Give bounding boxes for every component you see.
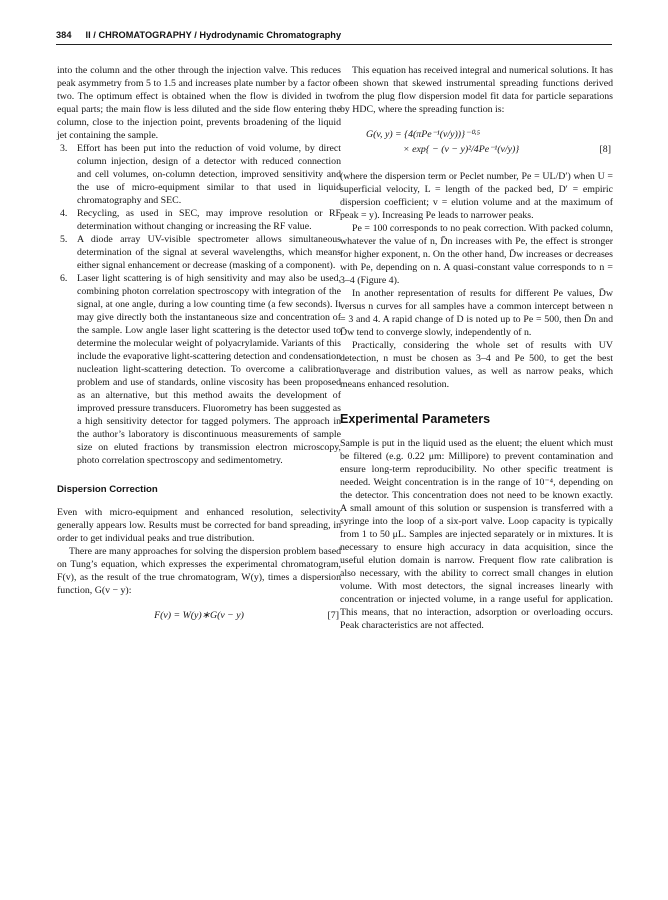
right-paragraph-2: (where the dispersion term or Peclet number, Pe = UL/D′) when U = superficial velocity, L = length of the packed bed, D′ = empiric dispersion coefficient; v = elution volume and at the maximum of peak = y). Increasing Pe leads to narrower peaks. — [340, 171, 613, 221]
right-paragraph-1: This equation has received integral and numerical solutions. It has been shown that skewed instrumental spreading functions derived from the plug flow dispersion model fit data for particle separations by HDC, where the spreading function is: — [340, 65, 613, 115]
dispersion-correction-heading: Dispersion Correction — [57, 484, 158, 495]
numbered-list — [57, 142, 341, 467]
list-number: 3. — [60, 143, 68, 154]
equation-7-number: [7] — [327, 610, 339, 621]
list-number: 6. — [60, 273, 68, 284]
list-item — [57, 272, 341, 467]
right-paragraph-6: Sample is put in the liquid used as the eluent; the eluent which must be filtered (e.g. 0.22 μm: Millipore) to prevent contamination and ensure long-term reproducibility. No other specific treatment is needed. Weight concentration is in the range of 10⁻⁴, depending on the detector. This concentration does not need to be known exactly. A small amount of this solution or suspension is transferred with a syringe into the loop of a six-port valve. Loop capacity is typically from 1 to 50 μL. Samples are injected separately or in mixtures. It is necessary to ensure high accuracy in data acquisition, since the useful elution domain is narrow. Frequent flow rate calibration is also necessary, with the ability to correct small changes in elution volume. With most detectors, the signal increases linearly with concentration or injected volume, in a range useful for application. This means, that no interaction, adsorption or overloading occurs. Peak characteristics are not affected. — [340, 438, 613, 631]
equation-8-line-1: G(v, y) = {4(πPe⁻¹(v/y))}⁻⁰·⁵ — [366, 129, 481, 140]
list-text: Effort has been put into the reduction of void volume, by direct column injection, design of a detector with reduced connection and cell volumes, on-column detection, improved sensitivity and the use of micro-equipment similar to that used in liquid chromatography and SEC. — [77, 143, 341, 206]
page-number: 384 — [56, 30, 72, 40]
list-text: A diode array UV-visible spectrometer allows simultaneous determination of the signal at several wavelengths, which means either signal enhancement or decrease (masking of a component). — [77, 234, 341, 271]
equation-8 — [340, 128, 613, 156]
right-paragraph-4: In another representation of results for different Pe values, D̄w versus n curves for all samples have a common intercept between n = 3 and 4. A rapid change of D is noted up to Pe = 500, then D̄n and D̄w tend to converge slowly, independently of n. — [340, 288, 613, 338]
list-item — [57, 233, 341, 272]
list-text: Recycling, as used in SEC, may improve resolution or RF determination without changing or increasing the RF value. — [77, 208, 341, 232]
intro-paragraph: into the column and the other through the injection valve. This reduces peak asymmetry from 5 to 1.5 and increases plate number by a factor of two. The optimum effect is obtained when the flow is divided in two equal parts; the main flow is less diluted and the side flow entering the column, close to the injection point, prevents broadening of the liquid jet containing the sample. — [57, 65, 341, 141]
list-number: 4. — [60, 208, 68, 219]
equation-7-body: F(v) = W(y)∗G(v − y) — [154, 610, 244, 621]
list-number: 5. — [60, 234, 68, 245]
equation-7 — [57, 609, 341, 622]
left-column — [57, 64, 341, 636]
dispersion-paragraph-2: There are many approaches for solving the dispersion problem based on Tung’s equation, which expresses the experimental chromatogram, F(v), as the result of the true chromatogram, W(y), times a dispersion function, G(v − y): — [57, 546, 341, 596]
header-rule — [56, 44, 612, 45]
running-title: II / CHROMATOGRAPHY / Hydrodynamic Chromatography — [85, 30, 342, 40]
list-item — [57, 142, 341, 207]
right-paragraph-3: Pe = 100 corresponds to no peak correction. With packed column, whatever the value of n, D̄n increases with Pe, the effect is stronger for higher exponent, n. On the other hand, D̄w increases or decreases with Pe, depending on n. A quasi-constant value corresponds to n = 3–4 (Figure 4). — [340, 223, 613, 286]
right-column — [340, 64, 613, 632]
equation-8-number: [8] — [599, 144, 611, 155]
experimental-parameters-heading: Experimental Parameters — [340, 412, 491, 426]
right-paragraph-5: Practically, considering the whole set of results with UV detection, n must be chosen as 3–4 and Pe 500, to get the best average and distribution values, as well as narrow peaks, which means enhanced resolution. — [340, 340, 613, 390]
list-text: Laser light scattering is of high sensitivity and may also be used, combining photon correlation spectroscopy with integration of the signal, at one angle, during a low counting time (a few seconds). It may give directly both the instantaneous size and concentration of the sample. Low angle laser light scattering is the detector used to determine the molecular weight of polyacrylamide. Variants of this include the evaporative light-scattering detection and condensation nucleation light-scattering detection. To overcome a calibration problem and use of standards, online viscosity has been proposed as an alternative, but this method awaits the development of improved pressure transducers. Fluorometry has been suggested as a high sensitivity detector for tagged polymers. The approach in the author’s laboratory is discontinuous measurements of sample size on eluted fractions by transmission electron microscopy, photo correlation spectroscopy and sedimentometry. — [77, 273, 341, 466]
dispersion-paragraph-1: Even with micro-equipment and enhanced resolution, selectivity generally appears low. Results must be corrected for band spreading, in order to get individual peaks and true distribution. — [57, 507, 341, 544]
running-head — [56, 30, 341, 40]
list-item — [57, 207, 341, 233]
equation-8-line-2: × exp{ − (v − y)²/4Pe⁻¹(v/y)} — [403, 144, 520, 155]
